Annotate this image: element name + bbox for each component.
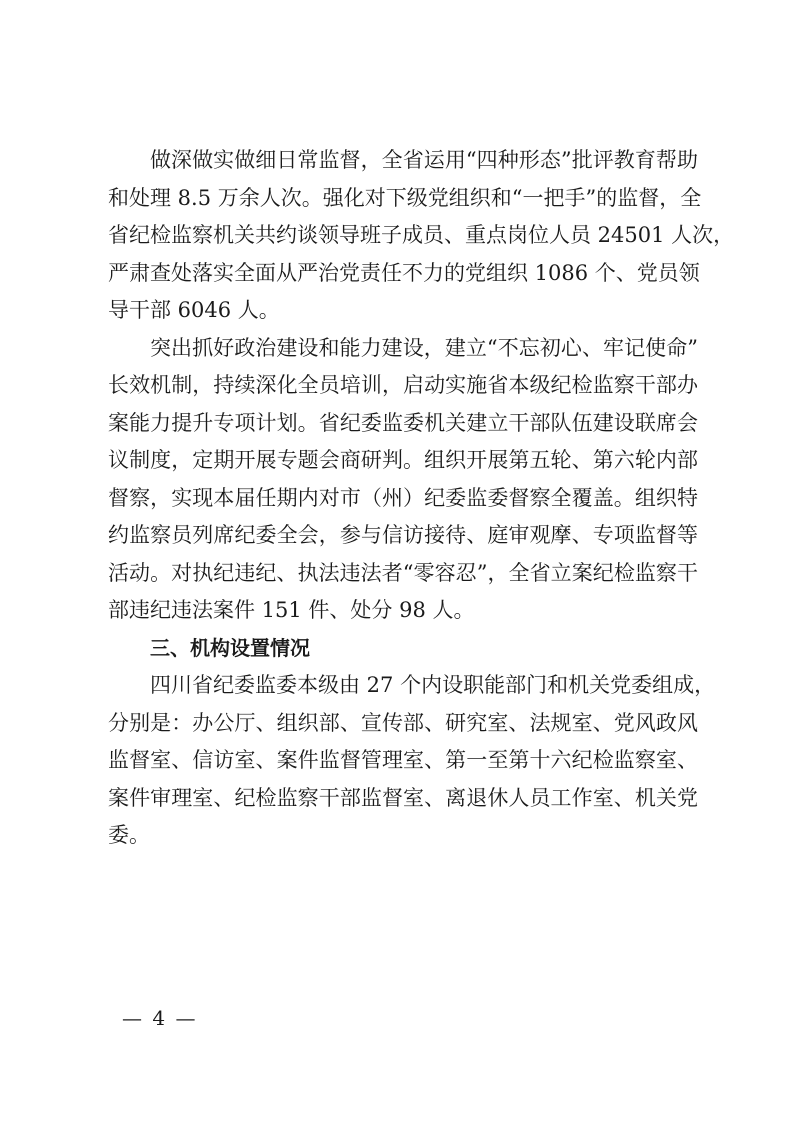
paragraph-daily-supervision — [108, 142, 735, 330]
text-line: 案件审理室、纪检监察干部监督室、离退休人员工作室、机关党 — [108, 785, 698, 810]
document-body — [108, 142, 735, 855]
page-number: — 4 — — [122, 1006, 198, 1030]
text-line: 导干部 6046 人。 — [108, 298, 280, 322]
text-line: 议制度，定期开展专题会商研判。组织开展第五轮、第六轮内部 — [108, 448, 698, 472]
text-line: 活动。对执纪违纪、执法违法者“零容忍”，全省立案纪检监察干 — [108, 560, 698, 585]
text-line: 分别是：办公厅、组织部、宣传部、研究室、法规室、党风政风 — [108, 710, 698, 735]
text-line: 督察，实现本届任期内对市（州）纪委监委督察全覆盖。组织特 — [108, 485, 698, 510]
text-line: 委。 — [108, 823, 150, 847]
text-line: 突出抓好政治建设和能力建设，建立“不忘初心、牢记使命” — [150, 335, 698, 360]
paragraph-capacity-building — [108, 330, 698, 630]
text-line: 四川省纪委监委本级由 27 个内设职能部门和机关党委组成， — [150, 673, 716, 697]
text-line: 做深做实做细日常监督，全省运用“四种形态”批评教育帮助 — [150, 148, 698, 172]
text-line: 省纪检监察机关共约谈领导班子成员、重点岗位人员 24501 人次， — [108, 223, 735, 247]
paragraph-organization-structure — [108, 667, 716, 855]
text-line: 和处理 8.5 万余人次。强化对下级党组织和“一把手”的监督，全 — [108, 185, 702, 210]
text-line: 案能力提升专项计划。省纪委监委机关建立干部队伍建设联席会 — [108, 410, 698, 435]
text-line: 严肃查处落实全面从严治党责任不力的党组织 1086 个、党员领 — [108, 260, 700, 285]
text-line: 约监察员列席纪委全会，参与信访接待、庭审观摩、专项监督等 — [108, 523, 698, 547]
text-line: 监督室、信访室、案件监督管理室、第一至第十六纪检监察室、 — [108, 748, 698, 772]
text-line: 长效机制，持续深化全员培训，启动实施省本级纪检监察干部办 — [108, 373, 698, 397]
section-heading: 三、机构设置情况 — [150, 635, 310, 660]
text-line: 部违纪违法案件 151 件、处分 98 人。 — [108, 598, 475, 622]
